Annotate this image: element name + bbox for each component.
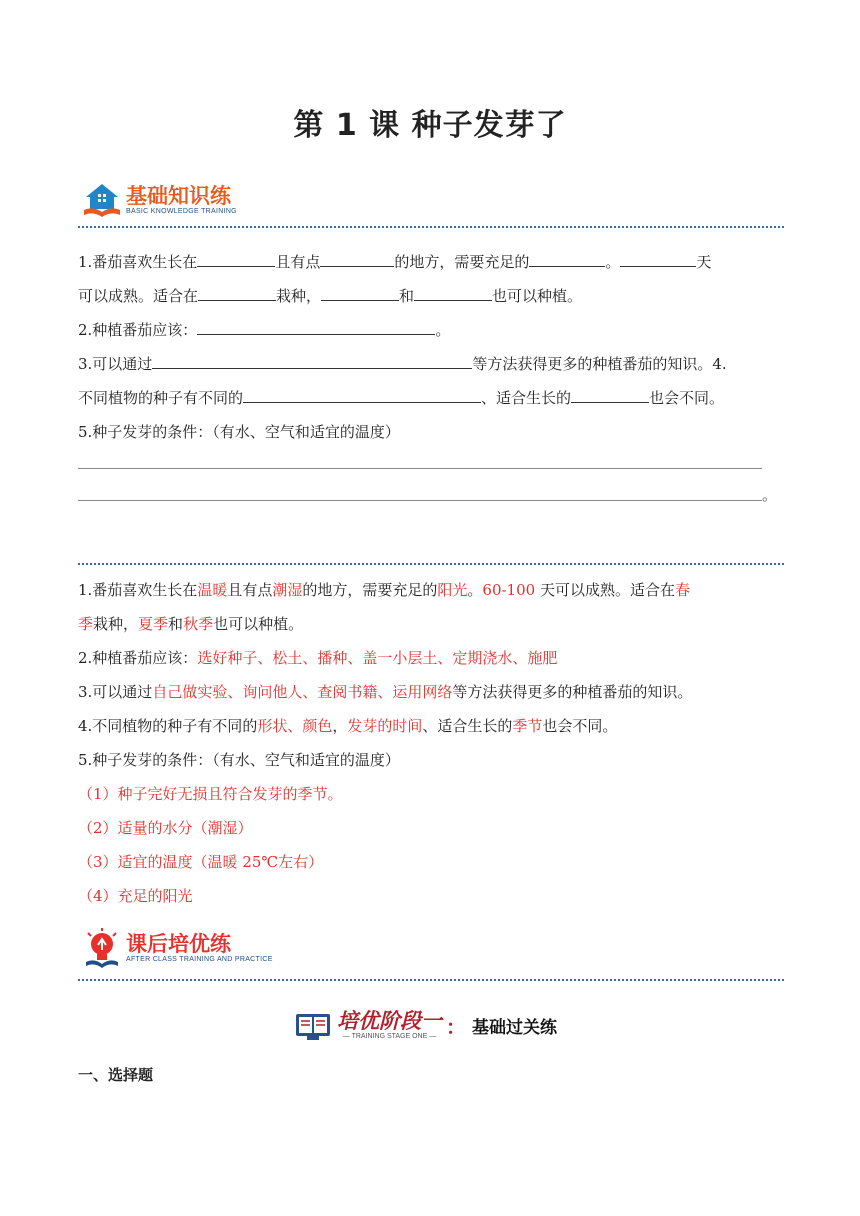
answer-line[interactable] (78, 500, 762, 501)
badge-title: 课后培优练 (126, 931, 231, 956)
badge-subtitle: BASIC KNOWLEDGE TRAINING (126, 207, 237, 215)
exercise-q5: 5.种子发芽的条件：（有水、空气和适宜的温度） (78, 423, 400, 441)
condition-item: （4）充足的阳光 (78, 887, 193, 905)
exercise-q2: 2.种植番茄应该： 。 (78, 313, 790, 347)
answer-line-5: 4.不同植物的种子有不同的形状、颜色，发芽的时间、适合生长的季节也会不同。 (78, 717, 618, 735)
house-book-icon (82, 182, 122, 218)
open-book-icon (295, 1011, 331, 1041)
stage-colon: ： (446, 1015, 466, 1039)
lightbulb-icon (82, 928, 122, 968)
divider (78, 979, 784, 981)
answer-line[interactable] (78, 468, 762, 469)
answer-line-2: 季栽种，夏季和秋季也可以种植。 (78, 615, 304, 633)
answer-line-4: 3.可以通过自己做实验、询问他人、查阅书籍、运用网络等方法获得更多的种植番茄的知识。 (78, 683, 693, 701)
exercise-q4: 不同植物的种子有不同的 、适合生长的 也会不同。 (78, 381, 790, 415)
exercise-q1-line2: 可以成熟。适合在 栽种， 和 也可以种植。 (78, 279, 790, 313)
blank-field[interactable] (414, 280, 492, 301)
page-title: 第 1 课 种子发芽了 (293, 108, 567, 143)
blank-field[interactable] (321, 280, 399, 301)
condition-item: （3）适宜的温度（温暖 25℃左右） (78, 853, 324, 871)
line-end-period: 。 (762, 486, 778, 504)
condition-item: （1）种子完好无损且符合发芽的季节。 (78, 785, 343, 803)
badge-title: 基础知识练 (126, 183, 231, 208)
condition-item: （2）适量的水分（潮湿） (78, 819, 253, 837)
blank-field[interactable] (320, 246, 394, 267)
exercise-q3: 3.可以通过 等方法获得更多的种植番茄的知识。4. (78, 347, 790, 381)
stage-name: 基础过关练 (472, 1018, 557, 1038)
exercise-q1-line1: 1.番茄喜欢生长在 且有点 的地方，需要充足的 。 天 (78, 245, 790, 279)
divider (78, 226, 784, 228)
divider (78, 563, 784, 565)
answer-line-1: 1.番茄喜欢生长在温暖且有点潮湿的地方，需要充足的阳光。60-100 天可以成熟。适合在春 (78, 581, 690, 599)
blank-field[interactable] (243, 382, 481, 403)
blank-field[interactable] (197, 314, 435, 335)
after-class-badge (82, 928, 273, 968)
blank-field[interactable] (571, 382, 649, 403)
basic-knowledge-badge (82, 182, 237, 218)
answer-block (78, 573, 790, 913)
blank-field[interactable] (152, 348, 472, 369)
blank-field[interactable] (198, 280, 276, 301)
stage-subtitle: — TRAINING STAGE ONE — (342, 1033, 437, 1040)
stage-heading (295, 1010, 557, 1041)
blank-field[interactable] (620, 246, 696, 267)
answer-line-6: 5.种子发芽的条件：（有水、空气和适宜的温度） (78, 751, 400, 769)
blank-field[interactable] (529, 246, 605, 267)
section-heading: 一、选择题 (78, 1066, 154, 1084)
answer-line-3: 2.种植番茄应该：选好种子、松土、播种、盖一小层土、定期浇水、施肥 (78, 649, 558, 667)
exercise-block (78, 245, 790, 449)
badge-subtitle: AFTER CLASS TRAINING AND PRACTICE (126, 955, 273, 963)
blank-field[interactable] (197, 246, 275, 267)
stage-title: 培优阶段一 (337, 1008, 442, 1033)
